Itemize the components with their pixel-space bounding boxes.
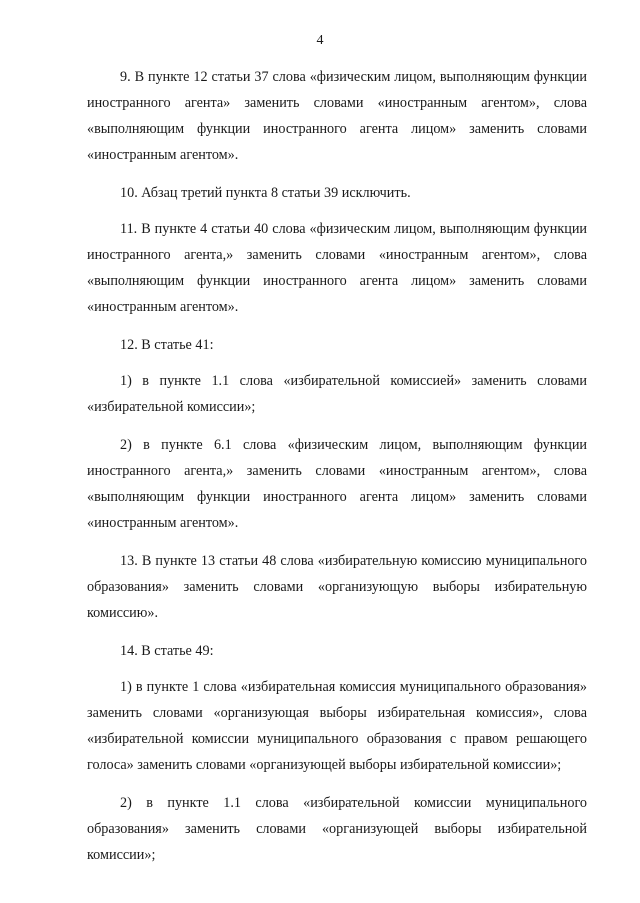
subparagraph-14-2: 2) в пункте 1.1 слова «избирательной комиссии муниципального образования» заменить словами «организующей выборы избирательной комиссии»; [87,795,587,863]
paragraph-item-11: 11. В пункте 4 статьи 40 слова «физическим лицом, выполняющим функции иностранного агента,» заменить словами «иностранным агентом», слова «выполняющим функции иностранного агента лицом» заменить словами «иностранным агентом». [87,221,587,315]
document-body [87,64,587,880]
paragraph-item-12: 12. В статье 41: [120,337,214,353]
paragraph-item-13: 13. В пункте 13 статьи 48 слова «избирательную комиссию муниципального образования» заменить словами «организующую выборы избирательную комиссию». [87,553,587,621]
paragraph-item-9: 9. В пункте 12 статьи 37 слова «физическим лицом, выполняющим функции иностранного агента» заменить словами «иностранным агентом», слова «выполняющим функции иностранного агента лицом» заменить словами «иностранным агентом». [87,69,587,163]
page-number: 4 [316,33,324,48]
subparagraph-14-1: 1) в пункте 1 слова «избирательная комиссия муниципального образования» заменить словами «организующая выборы избирательная комиссия», слова «избирательной комиссии муниципального образования с правом решающего голоса» заменить словами «организующей выборы избирательной комиссии»; [87,679,587,773]
paragraph-item-14: 14. В статье 49: [120,643,214,659]
subparagraph-12-2: 2) в пункте 6.1 слова «физическим лицом, выполняющим функции иностранного агента,» заменить словами «иностранным агентом», слова «выполняющим функции иностранного агента лицом» заменить словами «иностранным агентом». [87,437,587,531]
paragraph-item-10: 10. Абзац третий пункта 8 статьи 39 исключить. [120,185,411,201]
subparagraph-12-1: 1) в пункте 1.1 слова «избирательной комиссией» заменить словами «избирательной комиссии»; [87,373,587,415]
